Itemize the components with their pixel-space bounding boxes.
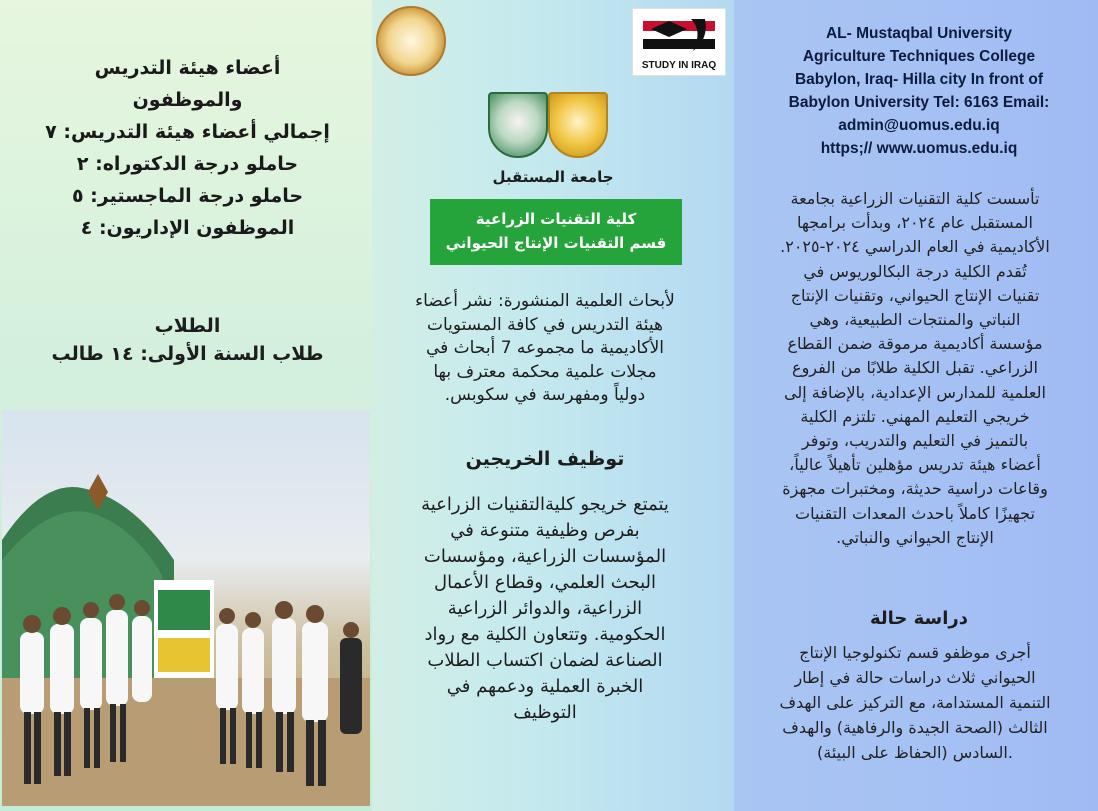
college-emblem [548, 92, 608, 158]
text-line: هيئة التدريس في كافة المستويات [426, 314, 664, 335]
text-line: الزراعية، والدوائر الزراعية [447, 598, 643, 619]
employment-paragraph [380, 492, 710, 726]
staff-heading: أعضاء هيئة التدريس [94, 57, 281, 79]
text-line: تُقدم الكلية درجة البكالوريوس في [803, 261, 1027, 281]
text-line: خريجي التعليم المهني. تلتزم الكلية [800, 406, 1030, 426]
about-paragraph [740, 187, 1090, 550]
text-line: الحيواني ثلاث دراسات حالة في إطار [794, 668, 1036, 687]
graduation-cap-icon [633, 11, 725, 61]
text-line: الأكاديمية ما مجموعه 7 أبحاث في [425, 338, 665, 358]
study-in-iraq-logo [632, 8, 726, 76]
college-banner [430, 199, 682, 265]
text-line: تقنيات الإنتاج الحيواني، وتقنيات الإنتاج [790, 285, 1040, 305]
text-line: البحث العلمي، وقطاع الأعمال [434, 572, 656, 593]
group-photo-illustration [2, 410, 370, 806]
text-line: الزراعي. تقبل الكلية طلابًا من الفروع [792, 358, 1038, 378]
department-name: قسم التقنيات الإنتاج الحيواني [445, 234, 667, 252]
text-line: بالتميز في التعليم والتدريب، وتوفر [801, 431, 1029, 451]
text-line: الأكاديمية في العام الدراسي ٢٠٢٤-٢٠٢٥. [780, 237, 1050, 257]
text-line: مجلات علمية محكمة معترف بها [433, 361, 657, 382]
text-line: دولياً ومفهرسة في سكوبس. [444, 385, 646, 405]
text-line: بفرص وظيفية متنوعة في [450, 520, 640, 541]
text-line: لأبحاث العلمية المنشورة: نشر أعضاء [415, 291, 675, 311]
text-line: الحكومية. وتتعاون الكلية مع رواد [424, 624, 666, 645]
text-line: .السادس (الحفاظ على البيئة) [817, 743, 1013, 762]
students-section [20, 312, 355, 368]
text-line: يتمتع خريجو كليةالتقنيات الزراعية [421, 494, 669, 515]
text-line: التنمية المستدامة، مع التركيز على الهدف [779, 693, 1051, 712]
staff-section [20, 52, 355, 244]
text-line: الصناعة لضمان اكتساب الطلاب [427, 650, 663, 671]
text-line: الثالث (الصحة الجيدة والرفاهية) والهدف [782, 718, 1048, 737]
admin-staff: الموظفون الإداريون: ٤ [80, 217, 295, 239]
text-line: وقاعات دراسية حديثة، ومختبرات مجهزة [782, 479, 1048, 499]
text-line: تأسست كلية التقنيات الزراعية بجامعة [790, 189, 1040, 208]
research-paragraph [380, 290, 710, 408]
total-staff: إجمالي أعضاء هيئة التدريس: ٧ [45, 121, 330, 143]
staff-heading-2: والموظفون [132, 89, 243, 111]
address-line: Babylon, Iraq- Hilla city In front of [794, 71, 1043, 88]
text-line: التوظيف [513, 702, 577, 723]
email-text: admin@uomus.edu.iq [838, 117, 1000, 134]
text-line: تجهيزًا كاملاً باحدث المعدات التقنيات [795, 503, 1035, 523]
website-text: https;// www.uomus.edu.iq [820, 140, 1018, 157]
masters-holders: حاملو درجة الماجستير: ٥ [71, 185, 304, 207]
ministry-logo [376, 6, 446, 76]
phd-holders: حاملو درجة الدكتوراه: ٢ [76, 153, 299, 175]
university-emblem [488, 92, 548, 158]
case-study-paragraph [740, 640, 1090, 765]
group-photo [2, 410, 370, 806]
text-line: النباتي والمنتجات الطبيعية، وهي [809, 310, 1021, 330]
text-line: أجرى موظفو قسم تكنولوجيا الإنتاج [799, 643, 1031, 662]
left-panel [0, 0, 372, 811]
text-line: أعضاء هيئة تدريس مؤهلين تأهيلاً عالياً، [789, 455, 1041, 475]
text-line: المؤسسات الزراعية، ومؤسسات [423, 546, 667, 567]
address-line: AL- Mustaqbal University [825, 25, 1013, 42]
text-line: المستقبل عام ٢٠٢٤، وبدأت برامجها [797, 213, 1033, 233]
university-name: جامعة المستقبل [492, 168, 614, 186]
college-name: كلية التقنيات الزراعية [475, 210, 637, 228]
students-heading: الطلاب [154, 315, 221, 337]
address-line: Agriculture Techniques College [802, 48, 1036, 65]
address-line: Babylon University Tel: 6163 Email: [788, 94, 1050, 111]
text-line: الخبرة العملية ودعمهم في [446, 676, 644, 697]
first-year-students: طلاب السنة الأولى: ١٤ طالب [51, 343, 324, 365]
text-line: مؤسسة أكاديمية مرموقة ضمن القطاع [787, 334, 1043, 354]
study-in-iraq-text: STUDY IN IRAQ [641, 60, 717, 71]
text-line: الإنتاج الحيواني والنباتي. [836, 527, 994, 547]
contact-block [744, 22, 1094, 160]
text-line: العلمية للمدارس الإعدادية، بالإضافة إلى [784, 382, 1046, 402]
case-study-heading: دراسة حالة [869, 608, 969, 629]
employment-heading: توظيف الخريجين [465, 448, 625, 470]
